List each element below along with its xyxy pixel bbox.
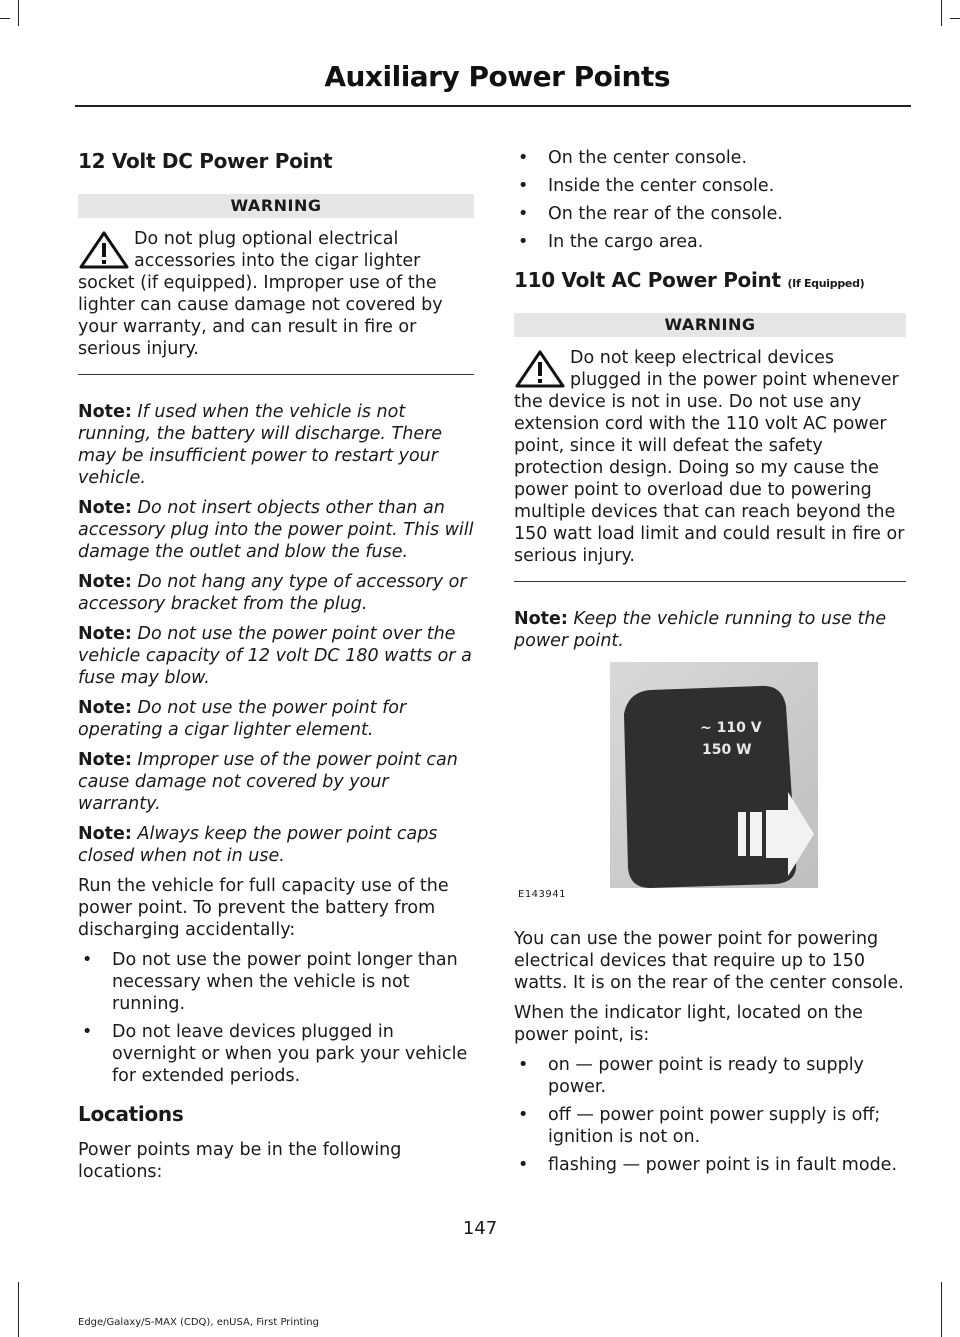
list-item — [514, 203, 906, 225]
body-paragraph: When the indicator light, located on the power point, is: — [514, 1003, 863, 1045]
warning-rule — [78, 374, 474, 375]
bullet-glyph: • — [518, 1105, 529, 1125]
section-heading-110v-text: 110 Volt AC Power Point — [514, 268, 781, 292]
left-column — [78, 140, 474, 1191]
list-item — [514, 175, 906, 197]
note-label: Note: — [78, 750, 132, 770]
warning-triangle-icon — [78, 230, 130, 270]
bullet-glyph: • — [518, 204, 529, 224]
section-heading-12v: 12 Volt DC Power Point — [78, 149, 333, 173]
note-text: Do not use the power point for operating a cigar lighter element. — [78, 698, 407, 740]
bullet-glyph: • — [518, 176, 529, 196]
note — [78, 401, 474, 489]
list-item — [514, 1104, 906, 1148]
bullet-glyph: • — [518, 148, 529, 168]
header-rule — [75, 105, 911, 107]
list-item-text: flashing — power point is in fault mode. — [548, 1155, 898, 1175]
note-label: Note: — [78, 698, 132, 718]
note-text: Improper use of the power point can cause damage not covered by your warranty. — [78, 750, 458, 814]
list-item — [514, 231, 906, 253]
voltage-label: ~ 110 V — [700, 720, 762, 736]
note — [78, 697, 474, 741]
crop-mark — [950, 18, 960, 19]
list-item-text: on — power point is ready to supply power. — [548, 1055, 864, 1097]
note-label: Note: — [78, 498, 132, 518]
list-item — [514, 1154, 906, 1176]
note-text: Do not insert objects other than an accessory plug into the power point. This will damage the outlet and blow the fuse. — [78, 498, 474, 562]
bullet-glyph: • — [518, 1155, 529, 1175]
list-item-text: Inside the center console. — [548, 176, 775, 196]
warning-box — [78, 228, 474, 360]
list-item — [78, 1021, 474, 1087]
location-list — [514, 147, 906, 253]
power-point-outlet-icon — [610, 662, 818, 888]
list-item-text: Do not leave devices plugged in overnight or when you park your vehicle for extended periods. — [112, 1022, 468, 1086]
crop-mark — [18, 1282, 19, 1337]
list-item-text: off — power point power supply is off; ignition is not on. — [548, 1105, 881, 1147]
warning-triangle-icon — [514, 349, 566, 389]
crop-mark — [18, 0, 19, 26]
page-header-title: Auxiliary Power Points — [324, 60, 670, 93]
note-label: Note: — [78, 824, 132, 844]
list-item-text: Do not use the power point longer than necessary when the vehicle is not running. — [112, 950, 458, 1014]
note-text: Do not use the power point over the vehicle capacity of 12 volt DC 180 watts or a fuse may blow. — [78, 624, 472, 688]
list-item — [514, 147, 906, 169]
note — [78, 623, 474, 689]
note-label: Note: — [78, 624, 132, 644]
bullet-glyph: • — [518, 1055, 529, 1075]
list-item — [514, 1054, 906, 1098]
right-column — [514, 147, 906, 1184]
power-point-illustration — [514, 662, 906, 912]
note-label: Note: — [78, 572, 132, 592]
crop-mark — [0, 18, 10, 19]
body-paragraph: Run the vehicle for full capacity use of the power point. To prevent the battery from discharging accidentally: — [78, 876, 449, 940]
note-label: Note: — [78, 402, 132, 422]
note — [78, 749, 474, 815]
bullet-glyph: • — [82, 1022, 93, 1042]
crop-mark — [941, 0, 942, 26]
section-heading-110v — [514, 267, 906, 297]
note-text: If used when the vehicle is not running, the battery will discharge. There may be insufficient power to restart your vehicle. — [78, 402, 443, 488]
note-text: Do not hang any type of accessory or accessory bracket from the plug. — [78, 572, 467, 614]
note — [78, 571, 474, 615]
warning-text: Do not plug optional electrical accessories into the cigar lighter socket (if equipped). Improper use of the lighter can cause damage not covered by your warranty, and can result in fire or serious injury. — [78, 229, 443, 359]
figure-code: E143941 — [518, 889, 566, 900]
wattage-label: 150 W — [702, 742, 752, 758]
power-point-photo — [610, 662, 818, 888]
if-equipped-tag: (If Equipped) — [787, 277, 865, 290]
bullet-glyph: • — [518, 232, 529, 252]
note-label: Note: — [514, 609, 568, 629]
warning-text: Do not keep electrical devices plugged in the power point whenever the device is not in use. Do not use any extension cord with the 110 volt AC power point, since it will defeat the safety protection design. Doing so my cause the power point to overload due to powering multiple devices that can reach beyond the 150 watt load limit and could result in fire or serious injury. — [514, 348, 905, 566]
bullet-glyph: • — [82, 950, 93, 970]
list-item-text: On the rear of the console. — [548, 204, 783, 224]
warning-box — [514, 347, 906, 567]
list-item — [78, 949, 474, 1015]
page-number: 147 — [462, 1218, 498, 1239]
note — [78, 823, 474, 867]
note-text: Keep the vehicle running to use the power point. — [514, 609, 887, 651]
warning-header: WARNING — [514, 313, 906, 337]
crop-mark — [941, 1282, 942, 1337]
note — [514, 608, 906, 652]
warning-header: WARNING — [78, 194, 474, 218]
bullet-list — [78, 949, 474, 1087]
list-item-text: In the cargo area. — [548, 232, 704, 252]
section-heading-locations: Locations — [78, 1102, 184, 1126]
footer-text: Edge/Galaxy/S-MAX (CDQ), enUSA, First Printing — [78, 1317, 319, 1328]
body-paragraph: Power points may be in the following locations: — [78, 1140, 402, 1182]
note — [78, 497, 474, 563]
warning-rule — [514, 581, 906, 582]
body-paragraph: You can use the power point for powering electrical devices that require up to 150 watts. It is on the rear of the center console. — [514, 929, 904, 993]
note-text: Always keep the power point caps closed when not in use. — [78, 824, 438, 866]
list-item-text: On the center console. — [548, 148, 748, 168]
indicator-list — [514, 1054, 906, 1176]
